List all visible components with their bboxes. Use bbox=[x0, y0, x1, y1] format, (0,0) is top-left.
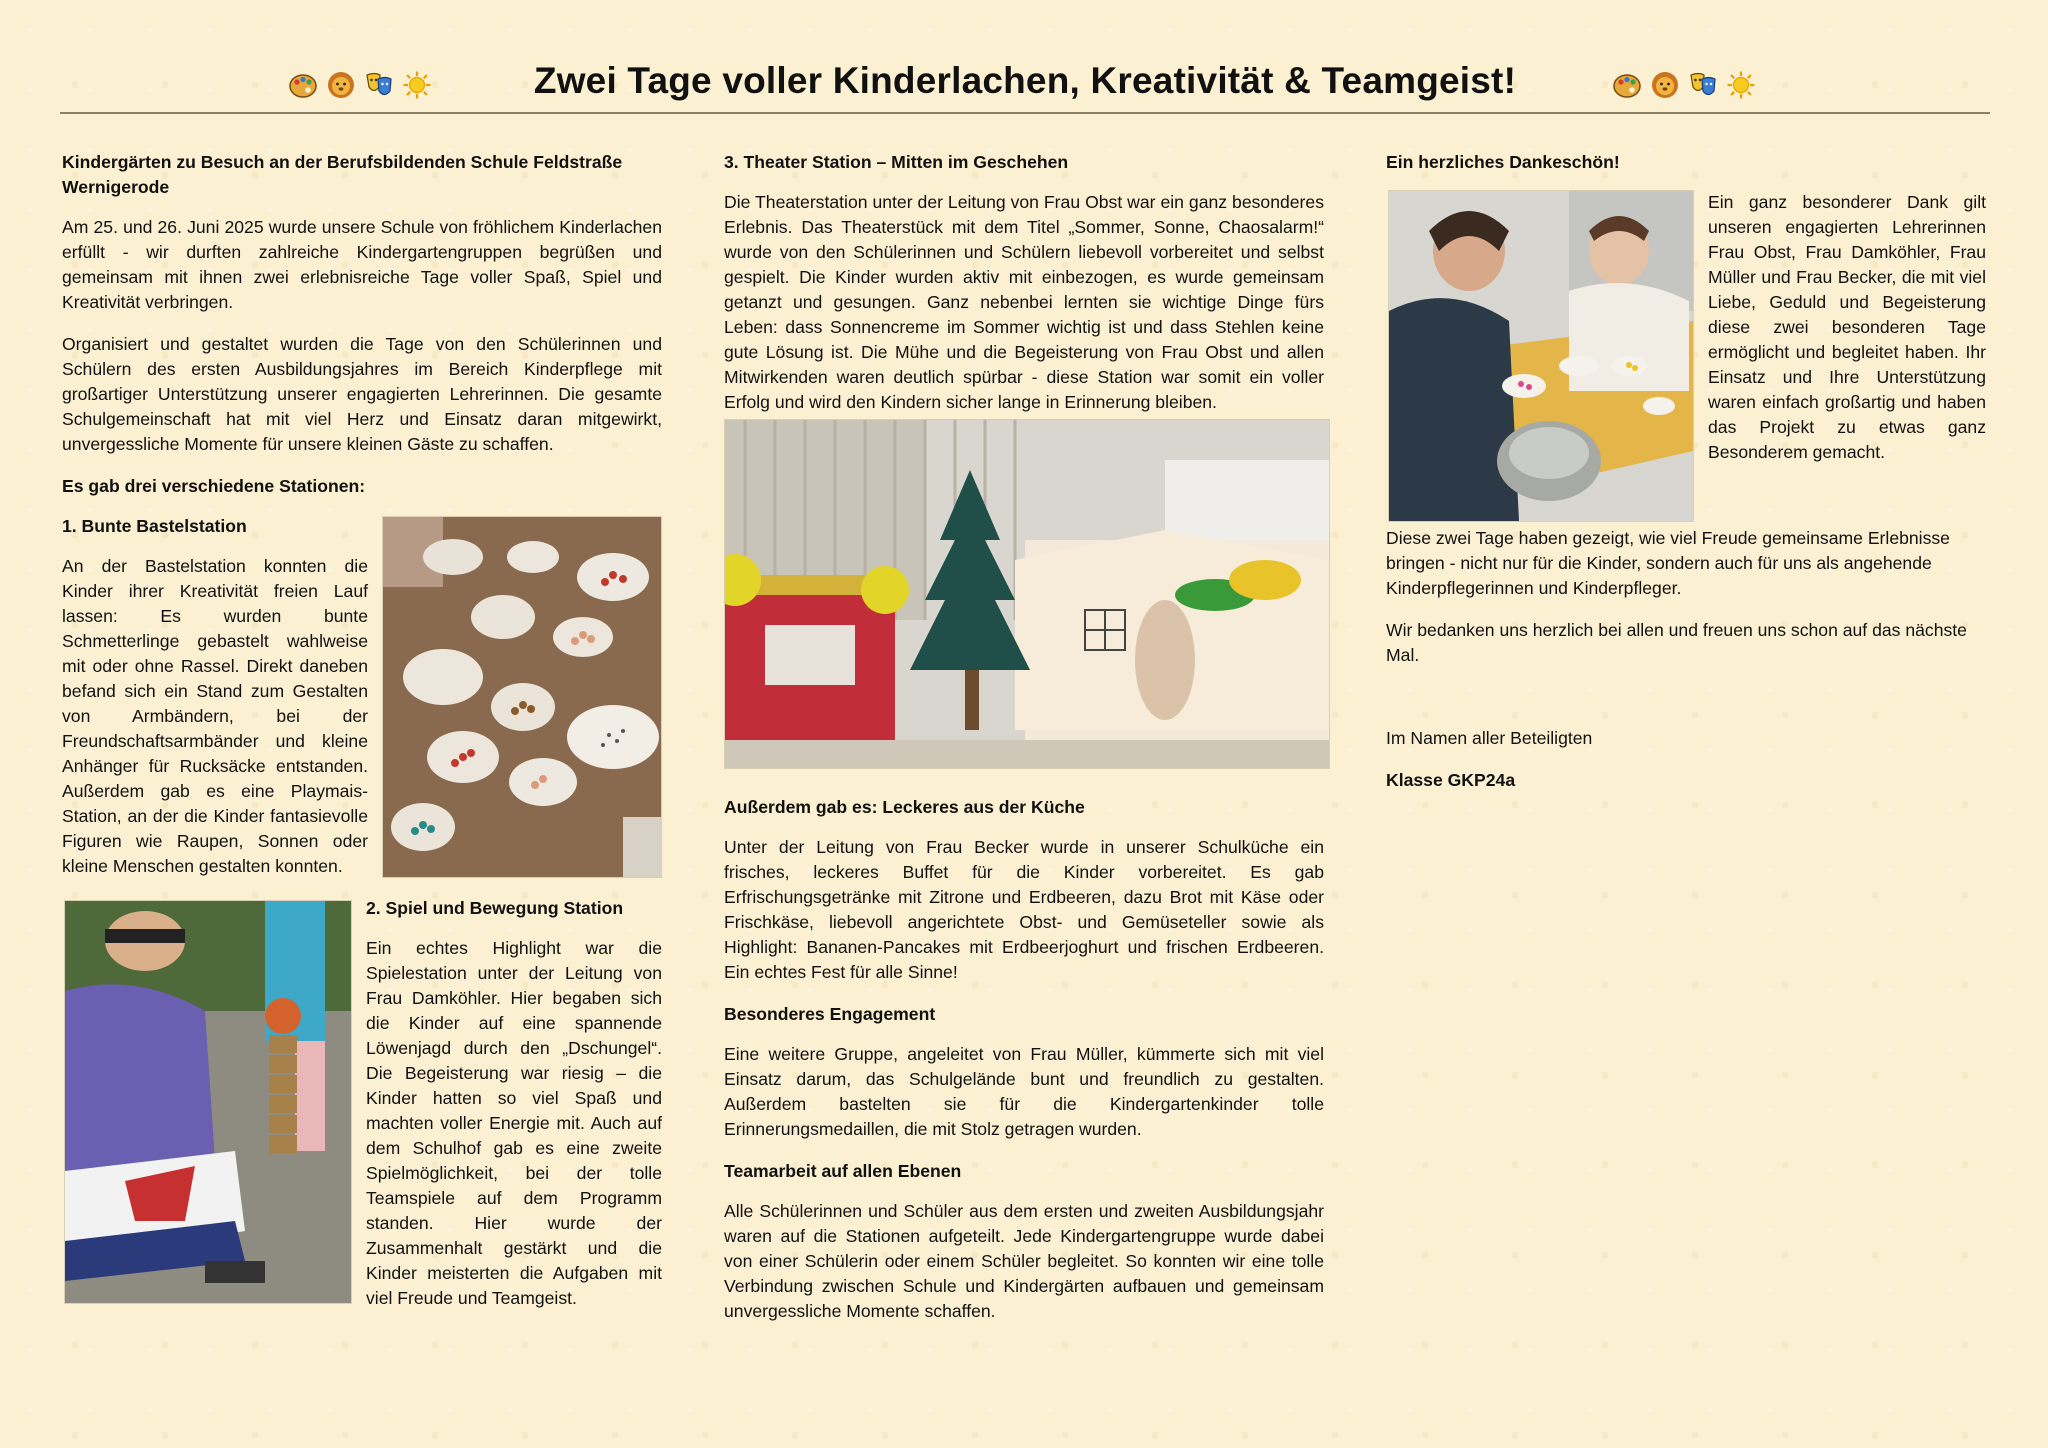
intro-paragraph-2: Organisiert und gestaltet wurden die Tage von den Schülerinnen und Schülern des ersten Ausbildungsjahres im Bereich Kinderpflege mit großartiger Unterstützung unserer engagierten Lehrerinnen. Die gesamte Schulgemeinschaft hat mit viel Herz und Einsatz daran mitgewirkt, unvergessliche Momente für unsere kleinen Gäste zu schaffen. bbox=[62, 334, 662, 454]
teachers-photo bbox=[1388, 190, 1694, 522]
thanks-heading: Ein herzliches Dankeschön! bbox=[1386, 152, 1620, 172]
closing-text: Wir bedanken uns herzlich bei allen und freuen uns schon auf das nächste Mal. bbox=[1386, 620, 1967, 665]
station2-heading: 2. Spiel und Bewegung Station bbox=[366, 898, 624, 918]
intro-heading: Kindergärten zu Besuch an der Berufsbildenden Schule Feldstraße Wernigerode bbox=[62, 152, 623, 197]
kitchen-heading: Außerdem gab es: Leckeres aus der Küche bbox=[724, 797, 1085, 817]
teamwork-heading: Teamarbeit auf allen Ebenen bbox=[724, 1161, 962, 1181]
palette-icon bbox=[1612, 70, 1642, 100]
theater-station-photo bbox=[724, 419, 1330, 769]
class-name: Klasse GKP24a bbox=[1386, 770, 1516, 790]
header-emoji-row-right bbox=[1612, 70, 1756, 100]
engagement-heading: Besonderes Engagement bbox=[724, 1004, 936, 1024]
sun-icon bbox=[1726, 70, 1756, 100]
station2-text: Ein echtes Highlight war die Spielestation unter der Leitung von Frau Damköhler. Hier begaben sich die Kinder auf eine spannende Löwenjagd durch den „Dschungel“. Die Begeisterung war riesig – die Kinder hatten so viel Spaß und machten voller Energie mit. Auch auf dem Schulhof gab es eine zweite Spielmöglichkeit, bei der tolle Teamspiele auf dem Programm standen. Hier wurde der Zusammenhalt gestärkt und die Kinder meisterten die Aufgaben mit viel Freude und Teamgeist. bbox=[366, 938, 662, 1308]
station1-heading: 1. Bunte Bastelstation bbox=[62, 516, 247, 536]
lion-icon bbox=[1650, 70, 1680, 100]
page-title: Zwei Tage voller Kinderlachen, Kreativität & Teamgeist! bbox=[533, 60, 1517, 101]
column-middle bbox=[724, 150, 1324, 1341]
station3-heading: 3. Theater Station – Mitten im Geschehen bbox=[724, 152, 1069, 172]
game-station-photo bbox=[64, 900, 352, 1304]
column-right bbox=[1386, 150, 1986, 808]
signature-line: Im Namen aller Beteiligten bbox=[1386, 728, 1593, 748]
teamwork-text: Alle Schülerinnen und Schüler aus dem ersten und zweiten Ausbildungsjahr waren auf die Stationen aufgeteilt. Jede Kindergartengruppe wurde dabei von einer Schülerin oder einem Schüler begleitet. So konnten wir eine tolle Verbindung zwischen Schule und Kindergärten aufbauen und gemeinsam unvergessliche Momente schaffen. bbox=[724, 1201, 1324, 1321]
thanks-text: Ein ganz besonderer Dank gilt unseren engagierten Lehrerinnen Frau Obst, Frau Damköhler, Frau Müller und Frau Becker, die mit viel Liebe, Geduld und Begeisterung diese zwei besonderen Tage ermöglicht und begleitet haben. Ihr Einsatz und Ihre Unterstützung waren einfach großartig und haben das Projekt zu etwas ganz Besonderem gemacht. bbox=[1708, 192, 1986, 462]
station3-text: Die Theaterstation unter der Leitung von Frau Obst war ein ganz besonderes Erlebnis. Das Theaterstück mit dem Titel „Sommer, Sonne, Chaosalarm!“ wurde von den Schülerinnen und Schülern liebevoll vorbereitet und selbst gespielt. Die Kinder wurden aktiv mit einbezogen, es wurde gemeinsam getanzt und gesungen. Ganz nebenbei lernten sie wichtige Dinge fürs Leben: dass Sonnencreme im Sommer wichtig ist und dass Stehlen keine gute Lösung ist. Die Mühe und die Begeisterung von Frau Obst und allen Mitwirkenden waren deutlich spürbar - diese Station war somit ein voller Erfolg und wird den Kindern sicher lange in Erinnerung bleiben. bbox=[724, 192, 1324, 412]
page-header bbox=[60, 58, 1990, 114]
stations-heading: Es gab drei verschiedene Stationen: bbox=[62, 476, 366, 496]
station1-text: An der Bastelstation konnten die Kinder ihrer Kreativität freien Lauf lassen: Es wurden bunte Schmetterlinge gebastelt wahlweise mit oder ohne Rassel. Direkt daneben befand sich ein Stand zum Gestalten von Armbändern, bei der Freundschaftsarmbänder und kleine Anhänger für Rucksäcke entstanden. Außerdem gab es eine Playmais-Station, an der die Kinder fantasievolle Figuren wie Raupen, Sonnen oder kleine Menschen gestalten konnten. bbox=[62, 556, 368, 876]
craft-station-photo bbox=[382, 516, 662, 878]
intro-paragraph-1: Am 25. und 26. Juni 2025 wurde unsere Schule von fröhlichem Kinderlachen erfüllt - wir durften zahlreiche Kindergartengruppen begrüßen und gemeinsam mit ihnen zwei erlebnisreiche Tage voller Spaß, Spiel und Kreativität verbringen. bbox=[62, 217, 662, 312]
theater-masks-icon bbox=[1688, 70, 1718, 100]
summary-text: Diese zwei Tage haben gezeigt, wie viel Freude gemeinsame Erlebnisse bringen - nicht nur für die Kinder, sondern auch für uns als angehende Kinderpflegerinnen und Kinderpfleger. bbox=[1386, 528, 1950, 598]
kitchen-text: Unter der Leitung von Frau Becker wurde in unserer Schulküche ein frisches, leckeres Buffet für die Kinder vorbereitet. Es gab Erfrischungsgetränke mit Zitrone und Erdbeeren, dazu Brot mit Käse oder Frischkäse, liebevoll angerichtete Obst- und Gemüseteller sowie als Highlight: Bananen-Pancakes mit Erdbeerjoghurt und frischen Erdbeeren. Ein echtes Fest für alle Sinne! bbox=[724, 837, 1324, 982]
engagement-text: Eine weitere Gruppe, angeleitet von Frau Müller, kümmerte sich mit viel Einsatz darum, das Schulgelände bunt und freundlich zu gestalten. Außerdem bastelten sie für die Kindergartenkinder tolle Erinnerungsmedaillen, die mit Stolz getragen wurden. bbox=[724, 1044, 1324, 1139]
column-left bbox=[62, 150, 662, 1328]
